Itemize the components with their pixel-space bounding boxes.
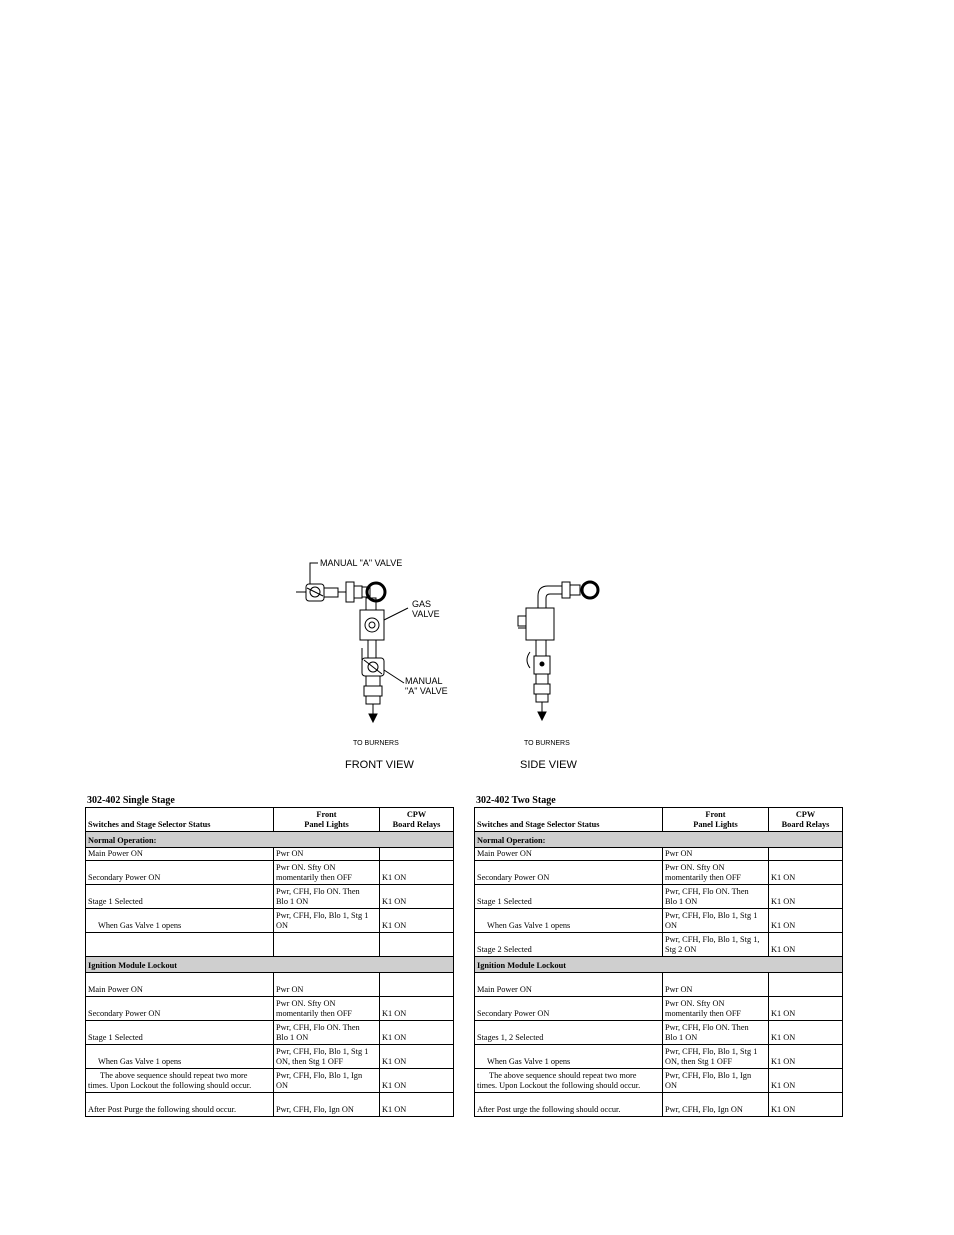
label-to-burners-side: TO BURNERS xyxy=(524,740,570,747)
table-header-row xyxy=(475,808,843,832)
table-row: Main Power ON Pwr ON xyxy=(475,848,843,861)
table-row: Secondary Power ON Pwr ON. Sfty ON momentarily then OFF K1 ON xyxy=(86,997,454,1021)
table-title: 302-402 Two Stage xyxy=(476,795,556,806)
table-row: Stage 1 Selected Pwr, CFH, Flo ON. Then Blo 1 ON K1 ON xyxy=(86,885,454,909)
col-header-relays: CPW Board Relays xyxy=(769,808,843,832)
col-header-status: Switches and Stage Selector Status xyxy=(86,808,274,832)
gas-valve-diagram-svg xyxy=(280,548,610,778)
caption-side-view: SIDE VIEW xyxy=(520,759,577,771)
col-header-lights: Front Panel Lights xyxy=(274,808,380,832)
table-row: After Post urge the following should occur. Pwr, CFH, Flo, Ign ON K1 ON xyxy=(475,1093,843,1117)
front-view-drawing xyxy=(296,563,408,722)
table-title: 302-402 Single Stage xyxy=(87,795,175,806)
table-row: Secondary Power ON Pwr ON. Sfty ON momentarily then OFF K1 ON xyxy=(86,861,454,885)
col-header-lights: Front Panel Lights xyxy=(663,808,769,832)
two-stage-table xyxy=(474,807,843,1117)
single-stage-table xyxy=(85,807,454,1117)
label-manual-a-valve-top: MANUAL "A" VALVE xyxy=(320,558,403,568)
table-row: After Post Purge the following should occur. Pwr, CFH, Flo, Ign ON K1 ON xyxy=(86,1093,454,1117)
section-row-normal: Normal Operation: xyxy=(86,832,454,848)
side-view-drawing xyxy=(518,582,598,720)
table-row: Main Power ON Pwr ON xyxy=(475,973,843,997)
table-row: When Gas Valve 1 opens Pwr, CFH, Flo, Blo 1, Stg 1 ON, then Stg 1 OFF K1 ON xyxy=(86,1045,454,1069)
table-row: Main Power ON Pwr ON xyxy=(86,973,454,997)
table-row: When Gas Valve 1 opens Pwr, CFH, Flo, Blo 1, Stg 1 ON, then Stg 1 OFF K1 ON xyxy=(475,1045,843,1069)
table-row: The above sequence should repeat two more times. Upon Lockout the following should occur. Pwr, CFH, Flo, Blo 1, Ign ON K1 ON xyxy=(86,1069,454,1093)
gas-valve-diagram xyxy=(280,548,610,778)
single-stage-table-block xyxy=(85,794,453,1117)
table-row: Stages 1, 2 Selected Pwr, CFH, Flo ON. Then Blo 1 ON K1 ON xyxy=(475,1021,843,1045)
label-manual-a-valve-mid-line2: "A" VALVE xyxy=(405,686,448,696)
table-header-row xyxy=(86,808,454,832)
section-row-lockout: Ignition Module Lockout xyxy=(86,957,454,973)
label-to-burners-front: TO BURNERS xyxy=(353,740,399,747)
table-row: Secondary Power ON Pwr ON. Sfty ON momentarily then OFF K1 ON xyxy=(475,997,843,1021)
table-row: When Gas Valve 1 opens Pwr, CFH, Flo, Blo 1, Stg 1 ON K1 ON xyxy=(86,909,454,933)
label-manual-a-valve-mid-line1: MANUAL xyxy=(405,676,443,686)
table-row: When Gas Valve 1 opens Pwr, CFH, Flo, Blo 1, Stg 1 ON K1 ON xyxy=(475,909,843,933)
table-row: Stage 1 Selected Pwr, CFH, Flo ON. Then Blo 1 ON K1 ON xyxy=(475,885,843,909)
col-header-relays: CPW Board Relays xyxy=(380,808,454,832)
caption-front-view: FRONT VIEW xyxy=(345,759,414,771)
table-row: Main Power ON Pwr ON xyxy=(86,848,454,861)
two-stage-table-block xyxy=(474,794,842,1117)
table-row xyxy=(86,933,454,957)
table-row: Stage 2 Selected Pwr, CFH, Flo, Blo 1, Stg 1, Stg 2 ON K1 ON xyxy=(475,933,843,957)
table-row: Stage 1 Selected Pwr, CFH, Flo ON. Then Blo 1 ON K1 ON xyxy=(86,1021,454,1045)
label-gas-valve-line2: VALVE xyxy=(412,609,440,619)
label-gas-valve-line1: GAS xyxy=(412,599,432,609)
table-row: The above sequence should repeat two more times. Upon Lockout the following should occur. Pwr, CFH, Flo, Blo 1, Ign ON K1 ON xyxy=(475,1069,843,1093)
section-row-lockout: Ignition Module Lockout xyxy=(475,957,843,973)
table-row: Secondary Power ON Pwr ON. Sfty ON momentarily then OFF K1 ON xyxy=(475,861,843,885)
section-row-normal: Normal Operation: xyxy=(475,832,843,848)
col-header-status: Switches and Stage Selector Status xyxy=(475,808,663,832)
